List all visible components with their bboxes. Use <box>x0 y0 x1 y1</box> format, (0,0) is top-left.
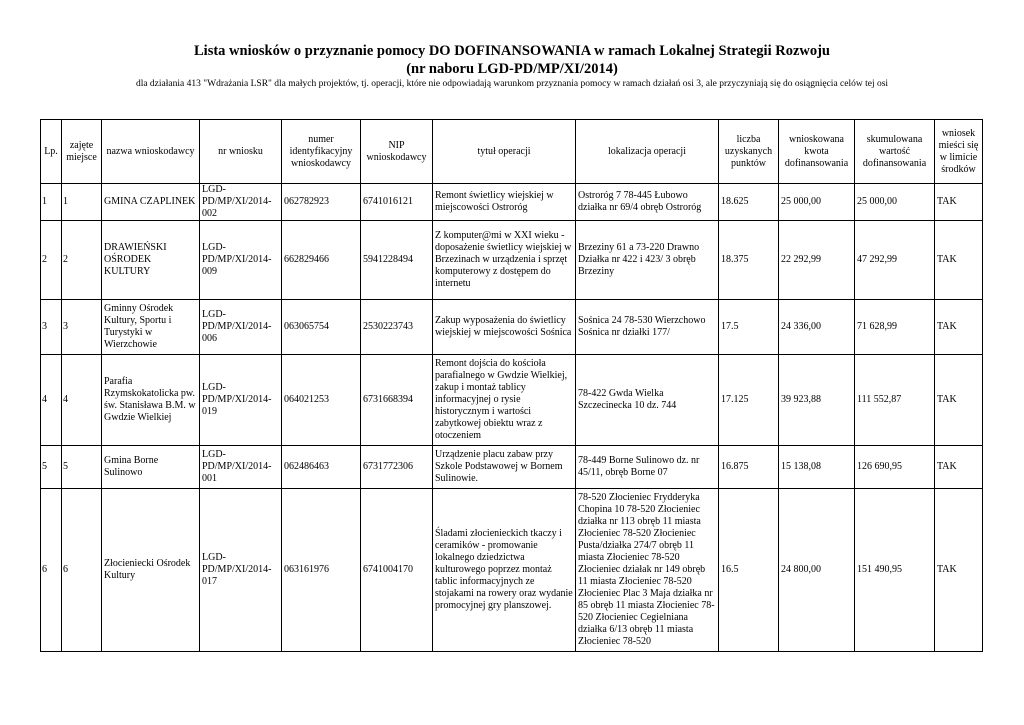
cell-within-limit: TAK <box>935 355 983 446</box>
cell-operation-title: Śladami złocienieckich tkaczy i ceramików - promowanie lokalnego dziedzictwa kulturowego poprzez montaż tablic informacyjnych ze stojakami na rowery oraz wydanie promocyjnej gry planszowej. <box>433 489 576 652</box>
cell-location: 78-449 Borne Sulinowo dz. nr 45/11, obręb Borne 07 <box>576 446 719 489</box>
cell-points: 16.875 <box>719 446 779 489</box>
cell-applicant: DRAWIEŃSKI OŚRODEK KULTURY <box>102 221 200 300</box>
cell-lp: 1 <box>41 184 62 221</box>
title-line-1: Lista wniosków o przyznanie pomocy DO DOFINANSOWANIA w ramach Lokalnej Strategii Rozwoju <box>194 43 830 59</box>
cell-requested-amount: 24 336,00 <box>779 300 855 355</box>
table-row <box>41 221 983 300</box>
cell-operation-title: Zakup wyposażenia do świetlicy wiejskiej w miejscowości Sośnica <box>433 300 576 355</box>
cell-cumulative-amount: 71 628,99 <box>855 300 935 355</box>
cell-cumulative-amount: 25 000,00 <box>855 184 935 221</box>
cell-points: 18.625 <box>719 184 779 221</box>
header-operation-title: tytuł operacji <box>433 120 576 184</box>
cell-applicant: GMINA CZAPLINEK <box>102 184 200 221</box>
table-row <box>41 489 983 652</box>
cell-id-number: 064021253 <box>282 355 361 446</box>
cell-id-number: 062782923 <box>282 184 361 221</box>
cell-id-number: 063065754 <box>282 300 361 355</box>
cell-lp: 3 <box>41 300 62 355</box>
cell-lp: 6 <box>41 489 62 652</box>
header-points: liczba uzyskanych punktów <box>719 120 779 184</box>
cell-application-number: LGD-PD/MP/XI/2014-002 <box>200 184 282 221</box>
cell-requested-amount: 25 000,00 <box>779 184 855 221</box>
header-requested-amount: wnioskowana kwota dofinansowania <box>779 120 855 184</box>
cell-within-limit: TAK <box>935 489 983 652</box>
cell-cumulative-amount: 126 690,95 <box>855 446 935 489</box>
cell-place: 5 <box>62 446 102 489</box>
cell-id-number: 662829466 <box>282 221 361 300</box>
cell-nip: 5941228494 <box>361 221 433 300</box>
cell-place: 3 <box>62 300 102 355</box>
cell-id-number: 062486463 <box>282 446 361 489</box>
table-row <box>41 446 983 489</box>
cell-within-limit: TAK <box>935 300 983 355</box>
cell-points: 16.5 <box>719 489 779 652</box>
cell-requested-amount: 22 292,99 <box>779 221 855 300</box>
cell-operation-title: Urządzenie placu zabaw przy Szkole Podstawowej w Bornem Sulinowie. <box>433 446 576 489</box>
cell-id-number: 063161976 <box>282 489 361 652</box>
cell-nip: 6741016121 <box>361 184 433 221</box>
cell-application-number: LGD-PD/MP/XI/2014-009 <box>200 221 282 300</box>
cell-cumulative-amount: 111 552,87 <box>855 355 935 446</box>
cell-place: 6 <box>62 489 102 652</box>
cell-lp: 4 <box>41 355 62 446</box>
cell-lp: 2 <box>41 221 62 300</box>
cell-place: 2 <box>62 221 102 300</box>
cell-nip: 2530223743 <box>361 300 433 355</box>
cell-place: 4 <box>62 355 102 446</box>
cell-application-number: LGD-PD/MP/XI/2014-017 <box>200 489 282 652</box>
table-header-row <box>41 120 983 184</box>
cell-location: 78-422 Gwda Wielka Szczecinecka 10 dz. 744 <box>576 355 719 446</box>
header-place: zajęte miejsce <box>62 120 102 184</box>
cell-location: Ostroróg 7 78-445 Łubowo działka nr 69/4 obręb Ostroróg <box>576 184 719 221</box>
cell-nip: 6741004170 <box>361 489 433 652</box>
cell-points: 17.5 <box>719 300 779 355</box>
cell-operation-title: Remont świetlicy wiejskiej w miejscowości Ostroróg <box>433 184 576 221</box>
cell-applicant: Gmina Borne Sulinowo <box>102 446 200 489</box>
document-title <box>0 42 1024 78</box>
cell-within-limit: TAK <box>935 446 983 489</box>
cell-location: 78-520 Złocieniec Frydderyka Chopina 10 78-520 Złocieniec działka nr 113 obręb 11 miasta Złocieniec 78-520 Złocieniec Pusta/działka 274/7 obręb 11 miasta Złocieniec 78-520 Złocieniec działak nr 149 obręb 11 miasta Złocieniec 78-520 Złocieniec Plac 3 Maja działka nr 85 obręb 11 miasta Złocieniec 78-520 Złocieniec Cegielniana działka 6/13 obręb 11 miasta Złocieniec 78-520 <box>576 489 719 652</box>
cell-requested-amount: 24 800,00 <box>779 489 855 652</box>
cell-location: Sośnica 24 78-530 Wierzchowo Sośnica nr działki 177/ <box>576 300 719 355</box>
table-row <box>41 184 983 221</box>
cell-application-number: LGD-PD/MP/XI/2014-006 <box>200 300 282 355</box>
cell-within-limit: TAK <box>935 221 983 300</box>
applications-table <box>40 119 983 652</box>
cell-nip: 6731668394 <box>361 355 433 446</box>
cell-operation-title: Z komputer@mi w XXI wieku - doposażenie świetlicy wiejskiej w Brzezinach w urządzenia i sprzęt komputerowy z dostępem do internetu <box>433 221 576 300</box>
cell-requested-amount: 15 138,08 <box>779 446 855 489</box>
header-applicant: nazwa wnioskodawcy <box>102 120 200 184</box>
title-line-2: (nr naboru LGD-PD/MP/XI/2014) <box>406 61 618 77</box>
cell-requested-amount: 39 923,88 <box>779 355 855 446</box>
table-row <box>41 355 983 446</box>
header-cumulative-amount: skumulowana wartość dofinansowania <box>855 120 935 184</box>
cell-location: Brzeziny 61 a 73-220 Drawno Działka nr 422 i 423/ 3 obręb Brzeziny <box>576 221 719 300</box>
header-id-number: numer identyfikacyjny wnioskodawcy <box>282 120 361 184</box>
header-location: lokalizacja operacji <box>576 120 719 184</box>
cell-applicant: Parafia Rzymskokatolicka pw. św. Stanisława B.M. w Gwdzie Wielkiej <box>102 355 200 446</box>
cell-points: 17.125 <box>719 355 779 446</box>
cell-place: 1 <box>62 184 102 221</box>
cell-operation-title: Remont dojścia do kościoła parafialnego w Gwdzie Wielkiej, zakup i montaż tablicy informacyjnej o rysie historycznym i wartości zabytkowej obiektu wraz z otoczeniem <box>433 355 576 446</box>
cell-applicant: Gminny Ośrodek Kultury, Sportu i Turystyki w Wierzchowie <box>102 300 200 355</box>
document-subtitle: dla działania 413 "Wdrażania LSR" dla małych projektów, tj. operacji, które nie odpowiadają warunkom przyznania pomocy w ramach działań osi 3, ale przyczyniają się do osiągnięcia celów tej osi <box>135 79 889 89</box>
cell-application-number: LGD-PD/MP/XI/2014-019 <box>200 355 282 446</box>
cell-nip: 6731772306 <box>361 446 433 489</box>
cell-points: 18.375 <box>719 221 779 300</box>
cell-cumulative-amount: 47 292,99 <box>855 221 935 300</box>
header-lp: Lp. <box>41 120 62 184</box>
cell-lp: 5 <box>41 446 62 489</box>
cell-within-limit: TAK <box>935 184 983 221</box>
cell-applicant: Złocieniecki Ośrodek Kultury <box>102 489 200 652</box>
table-row <box>41 300 983 355</box>
header-application-number: nr wniosku <box>200 120 282 184</box>
header-within-limit: wniosek mieści się w limicie środków <box>935 120 983 184</box>
cell-cumulative-amount: 151 490,95 <box>855 489 935 652</box>
cell-application-number: LGD-PD/MP/XI/2014-001 <box>200 446 282 489</box>
header-nip: NIP wnioskodawcy <box>361 120 433 184</box>
